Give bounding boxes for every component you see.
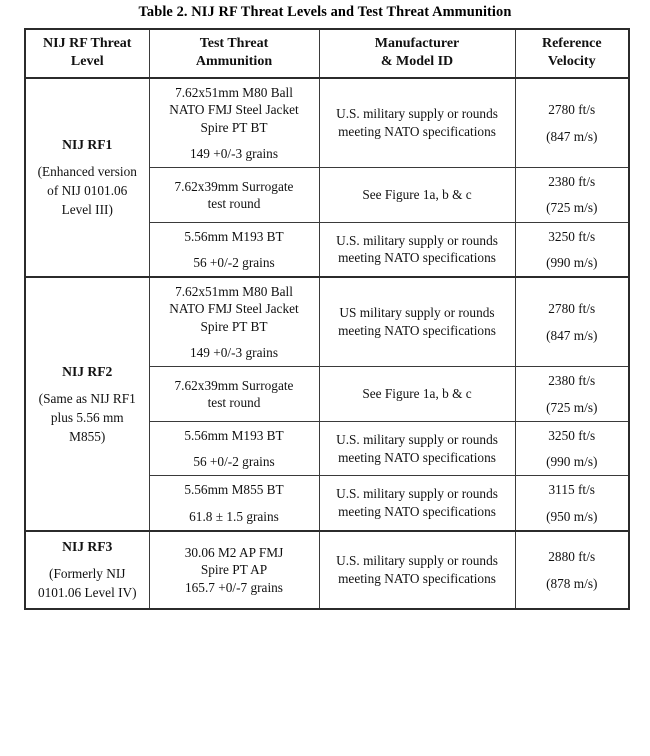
ammunition-line: test round [207,395,261,411]
velocity-metric: (725 m/s) [546,399,598,415]
table-container [0,28,650,610]
ammunition-line: Spire PT AP [200,562,268,578]
header-line-1: Test Threat [199,36,269,51]
velocity-imperial: 2780 ft/s [548,102,596,118]
velocity-imperial: 2880 ft/s [548,549,596,565]
velocity-metric: (847 m/s) [546,128,598,144]
ammunition-line: 149 +0/-3 grains [189,345,278,361]
threat-level-name: NIJ RF2 [62,363,113,379]
ammunition-line: 5.56mm M855 BT [184,482,284,498]
manufacturer-model-cell: U.S. military supply or rounds meeting NATO specifications [319,476,515,531]
ammunition-line: 7.62x51mm M80 Ball [175,84,293,100]
threat-level-cell [25,277,149,531]
threat-level-note: (Formerly NIJ 0101.06 Level IV) [37,566,137,601]
ammunition-line: 5.56mm M193 BT [184,228,284,244]
reference-velocity-cell [515,421,629,476]
reference-velocity-cell [515,78,629,168]
reference-velocity-cell [515,367,629,422]
ammunition-line: NATO FMJ Steel Jacket [169,102,299,118]
threat-level-note: (Enhanced version of NIJ 0101.06 Level III) [37,164,137,218]
ammunition-line: NATO FMJ Steel Jacket [169,301,299,317]
header-line-1: Manufacturer [374,36,460,51]
ammunition-line: 56 +0/-2 grains [193,254,275,270]
nij-rf-threat-table [24,28,630,610]
velocity-metric: (878 m/s) [546,575,598,591]
manufacturer-model-cell: See Figure 1a, b & c [319,367,515,422]
velocity-metric: (725 m/s) [546,200,598,216]
test-threat-ammunition-cell [149,367,319,422]
velocity-imperial: 3250 ft/s [548,427,596,443]
ammunition-line: 5.56mm M193 BT [184,427,284,443]
reference-velocity-cell [515,277,629,367]
header-line-2: Level [70,54,104,70]
test-threat-ammunition-cell [149,476,319,531]
ammunition-line: Spire PT BT [200,119,268,135]
manufacturer-model-cell: U.S. military supply or rounds meeting NATO specifications [319,222,515,277]
table-row [25,531,629,609]
threat-level-cell [25,78,149,277]
column-header-manufacturer-model-id [319,29,515,78]
ammunition-line: 56 +0/-2 grains [193,454,275,470]
threat-level-note: (Same as NIJ RF1 plus 5.56 mm M855) [38,390,136,444]
column-header-test-threat-ammunition [149,29,319,78]
ammunition-line: 165.7 +0/-7 grains [185,579,283,595]
test-threat-ammunition-cell [149,421,319,476]
velocity-imperial: 3250 ft/s [548,228,596,244]
reference-velocity-cell [515,531,629,609]
velocity-imperial: 2380 ft/s [548,373,596,389]
velocity-metric: (990 m/s) [546,254,598,270]
manufacturer-model-cell: U.S. military supply or rounds meeting NATO specifications [319,531,515,609]
ammunition-line: 7.62x51mm M80 Ball [175,284,293,300]
reference-velocity-cell [515,476,629,531]
test-threat-ammunition-cell [149,222,319,277]
threat-level-cell [25,531,149,609]
header-line-2: Velocity [547,54,596,70]
ammunition-line: 61.8 ± 1.5 grains [189,508,279,524]
test-threat-ammunition-cell [149,531,319,609]
table-row [25,78,629,168]
reference-velocity-cell [515,222,629,277]
velocity-metric: (950 m/s) [546,508,598,524]
velocity-imperial: 2780 ft/s [548,301,596,317]
header-line-2: Ammunition [195,54,273,70]
table-row [25,277,629,367]
table-body [25,78,629,609]
manufacturer-model-cell: U.S. military supply or rounds meeting NATO specifications [319,421,515,476]
test-threat-ammunition-cell [149,277,319,367]
ammunition-line: test round [207,195,261,211]
column-header-threat-level [25,29,149,78]
threat-level-name: NIJ RF1 [62,137,113,153]
header-row [25,29,629,78]
reference-velocity-cell [515,168,629,223]
ammunition-line: 7.62x39mm Surrogate [174,178,294,194]
test-threat-ammunition-cell [149,168,319,223]
ammunition-line: 149 +0/-3 grains [189,145,278,161]
threat-level-name: NIJ RF3 [62,539,113,554]
table-header [25,29,629,78]
manufacturer-model-cell: See Figure 1a, b & c [319,168,515,223]
ammunition-line: 30.06 M2 AP FMJ [184,545,284,561]
manufacturer-model-cell: U.S. military supply or rounds meeting NATO specifications [319,78,515,168]
ammunition-line: Spire PT BT [200,318,268,334]
velocity-imperial: 3115 ft/s [548,482,595,498]
velocity-imperial: 2380 ft/s [548,174,596,190]
header-line-2: & Model ID [380,54,454,70]
table-caption: Table 2. NIJ RF Threat Levels and Test Threat Ammunition [138,4,512,20]
ammunition-line: 7.62x39mm Surrogate [174,377,294,393]
test-threat-ammunition-cell [149,78,319,168]
column-header-reference-velocity [515,29,629,78]
header-line-1: NIJ RF Threat [43,36,132,51]
manufacturer-model-cell: US military supply or rounds meeting NATO specifications [319,277,515,367]
velocity-metric: (990 m/s) [546,454,598,470]
velocity-metric: (847 m/s) [546,327,598,343]
header-line-1: Reference [541,36,602,51]
